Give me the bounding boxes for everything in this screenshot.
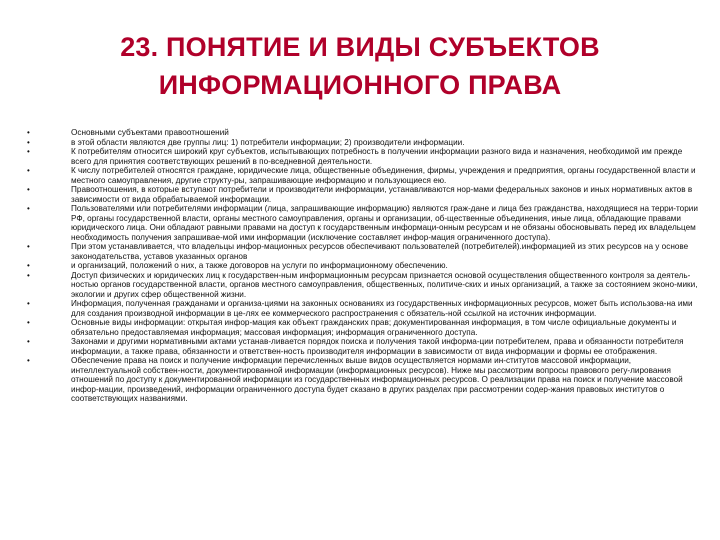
bullet-icon: • bbox=[27, 147, 30, 156]
bullet-icon: • bbox=[27, 185, 30, 194]
list-item-text: Основными субъектами правоотношений bbox=[71, 128, 229, 137]
list-item-text: Правоотношения, в которые вступают потребители и производители информации, устанавливаются нор-мами федеральных законов и иных нормативных актов в зависимости от вида обрабатываемой информации. bbox=[71, 185, 693, 204]
list-item-text: Основные виды информации: открытая инфор-мация как объект гражданских прав; документированная информация, в том числе официальные документы и обязательно предоставляемая информация; массовая информация; информация ограниченного доступа. bbox=[71, 318, 677, 337]
list-item-text: К потребителям относится широкий круг субъектов, испытывающих потребность в получении информации разного вида и назначения, необходимой им прежде всего для принятия соответствующих решений в по-вседневной деятельности. bbox=[71, 147, 683, 166]
list-item-text: в этой области являются две группы лиц: 1) потребители информации; 2) производители информации. bbox=[71, 137, 465, 147]
list-item bbox=[27, 147, 699, 166]
list-item-text: При этом устанавливается, что владельцы инфор-мационных ресурсов обеспечивают пользователей (потребителей).информацией из этих ресурсов на у основе законодательства, уставов указанных органов bbox=[71, 242, 689, 261]
list-item bbox=[27, 261, 699, 271]
list-item-text: Законами и другими нормативными актами устанав-ливается порядок поиска и получения такой информа-ции потребителем, права и обязанности потребителя информации, а также права, обязанности и ответствен-ность производителя информации в зависимости от вида информации и формы ее отображения. bbox=[71, 337, 684, 356]
list-item bbox=[27, 337, 699, 356]
list-item bbox=[27, 166, 699, 185]
list-item-text: Обеспечение права на поиск и получение информации перечисленных выше видов осуществляется нормами ин-ститутов массовой информации, интеллектуальной собствен-ности, документированной информации (информационных ресурсов). Ниже мы рассмотрим вопросы правового регу-лирования отношений по доступу к документированной информации из государственных информационных ресурсов. О реализации права на поиск и получение массовой инфор-мации, произведений, информации ограниченного доступа будет сказано в других разделах при рассмотрении содер-жания правовых институтов о соответствующих названиями. bbox=[71, 356, 683, 403]
bullet-icon: • bbox=[27, 137, 30, 147]
bullet-icon: • bbox=[27, 128, 30, 137]
bullet-icon: • bbox=[27, 356, 30, 365]
bullet-icon: • bbox=[27, 337, 30, 346]
bullet-icon: • bbox=[27, 242, 30, 251]
slide-title-line-2: ИНФОРМАЦИОННОГО ПРАВА bbox=[158, 70, 562, 100]
bullet-icon: • bbox=[27, 261, 30, 270]
list-item bbox=[27, 204, 699, 242]
list-item-text: Доступ физических и юридических лиц к государствен-ным информационным ресурсам признается основой осуществления общественного контроля за деятель-ностью органов государственной власти, органов местного самоуправления, общественных, политиче-ских и иных организаций, а также за состоянием эконо-мики, экологии и других сфер общественной жизни. bbox=[71, 270, 698, 299]
list-item-text: Пользователями или потребителями информации (лица, запрашивающие информацию) являются граж-дане и лица без гражданства, находящиеся на терри-тории РФ, органы государственной власти, органы местного самоуправления, органы и организации, об-щественные объединения, иные лица, обладающие правами юридического лица. Они обладают равными правами на доступ к государственным информаци-онным ресурсам и не обязаны обосновывать перед их владельцем необходимость получения запрашивае-мой ими информации (исключение составляет инфор-мация ограниченного доступа). bbox=[71, 204, 698, 242]
list-item bbox=[27, 271, 699, 300]
list-item-text: и организаций, положений о них, а также договоров на услуги по информационному обеспечению. bbox=[71, 261, 448, 270]
list-item bbox=[27, 242, 699, 261]
bullet-icon: • bbox=[27, 318, 30, 327]
bullet-icon: • bbox=[27, 270, 30, 280]
list-item bbox=[27, 138, 699, 148]
bullet-icon: • bbox=[27, 204, 30, 213]
bullet-icon: • bbox=[27, 299, 30, 308]
list-item bbox=[27, 128, 699, 138]
slide-title bbox=[40, 28, 680, 104]
slide-title-line-1: 23. ПОНЯТИЕ И ВИДЫ СУБЪЕКТОВ bbox=[120, 32, 600, 62]
list-item-text: К числу потребителей относятся граждане, юридические лица, общественные объединения, фирмы, учреждения и предприятия, органы государственной власти и местного самоуправления, другие структу-ры, запрашивающие информацию и пользующиеся ею. bbox=[71, 166, 696, 185]
list-item bbox=[27, 299, 699, 318]
bullet-icon: • bbox=[27, 166, 30, 175]
list-item bbox=[27, 318, 699, 337]
bullet-list bbox=[27, 128, 699, 404]
list-item-text: Информация, полученная гражданами и организа-циями на законных основаниях из государственных информационных ресурсов, может быть использова-на ими для создания производной информации в це-лях ее коммерческого распространения с обязатель-ной ссылкой на источник информации. bbox=[71, 299, 693, 318]
list-item bbox=[27, 185, 699, 204]
list-item bbox=[27, 356, 699, 404]
